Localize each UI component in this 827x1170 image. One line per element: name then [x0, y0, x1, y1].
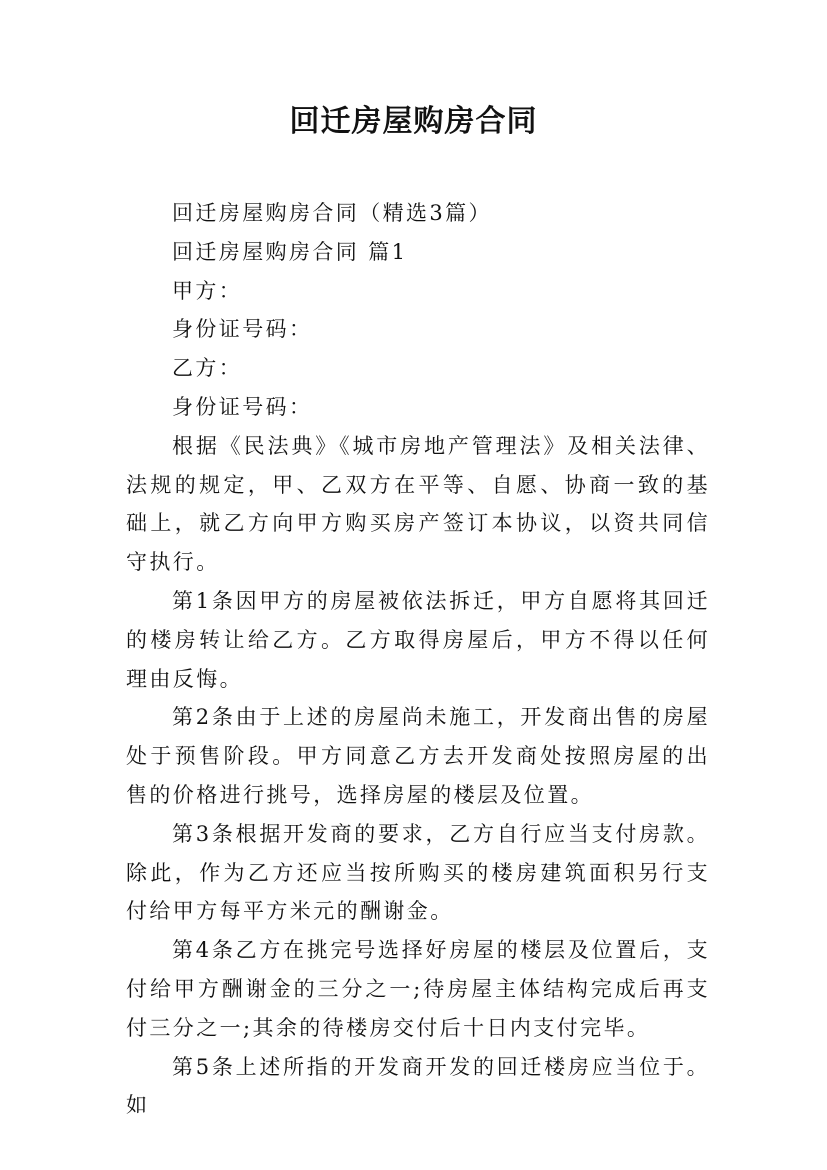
article-4-paragraph: 第4条乙方在挑完号选择好房屋的楼层及位置后，支付给甲方酬谢金的三分之一;待房屋主体结构完成后再支付三分之一;其余的待楼房交付后十日内支付完毕。 — [126, 938, 710, 1040]
document-body — [126, 194, 710, 1125]
party-a-label: 甲方： — [172, 278, 243, 303]
subtitle-line: 回迁房屋购房合同（精选3篇） — [172, 201, 492, 225]
party-b-id-label: 身份证号码： — [172, 394, 313, 419]
party-b-label: 乙方： — [172, 356, 243, 381]
article-2-paragraph: 第2条由于上述的房屋尚未施工，开发商出售的房屋处于预售阶段。甲方同意乙方去开发商处按照房屋的出售的价格进行挑号，选择房屋的楼层及位置。 — [126, 705, 710, 807]
article-5-paragraph: 第5条上述所指的开发商开发的回迁楼房应当位于。如 — [126, 1054, 710, 1118]
document-title: 回迁房屋购房合同 — [289, 104, 538, 139]
section-heading: 回迁房屋购房合同 篇1 — [172, 239, 408, 264]
preamble-paragraph: 根据《民法典》《城市房地产管理法》及相关法律、法规的规定，甲、乙双方在平等、自愿、协商一致的基础上，就乙方向甲方购买房产签订本协议，以资共同信守执行。 — [126, 433, 710, 575]
article-3-paragraph: 第3条根据开发商的要求，乙方自行应当支付房款。除此，作为乙方还应当按所购买的楼房建筑面积另行支付给甲方每平方米元的酬谢金。 — [126, 821, 710, 924]
article-1-paragraph: 第1条因甲方的房屋被依法拆迁，甲方自愿将其回迁的楼房转让给乙方。乙方取得房屋后，甲方不得以任何理由反悔。 — [126, 588, 710, 691]
party-a-id-label: 身份证号码： — [172, 317, 313, 342]
